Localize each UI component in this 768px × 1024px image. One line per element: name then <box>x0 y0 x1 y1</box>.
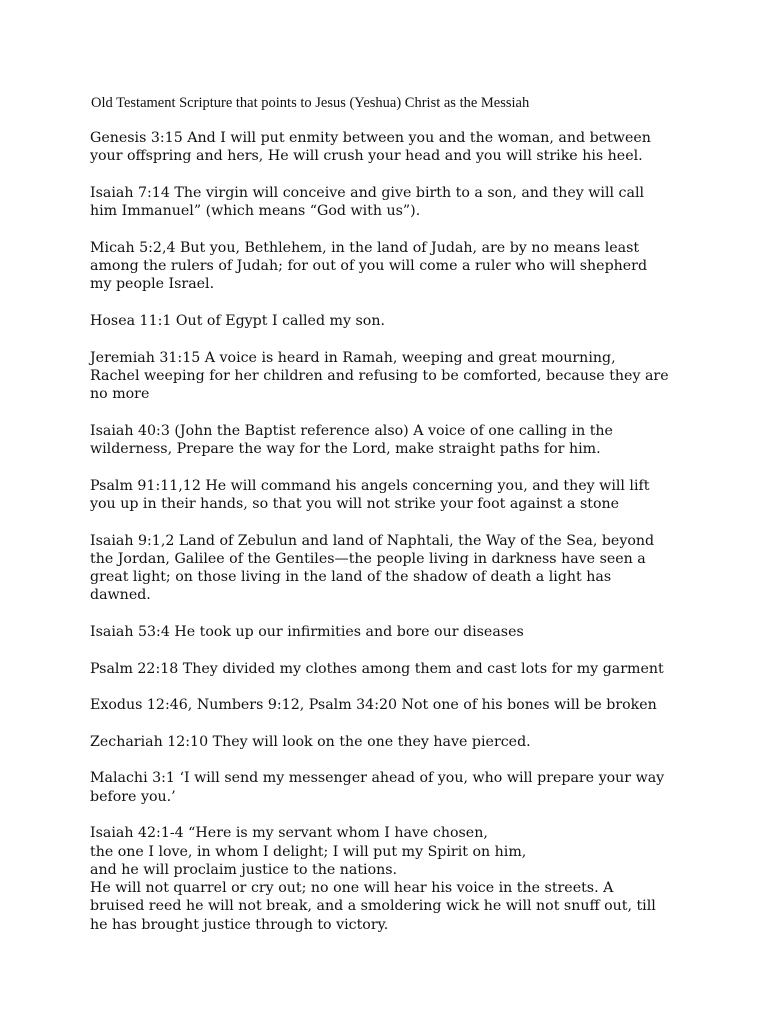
paragraph-malachi-3-1: Malachi 3:1 ‘I will send my messenger ahead of you, who will prepare your way before you.’ <box>90 770 665 805</box>
paragraph-psalm-91-11: Psalm 91:11,12 He will command his angels concerning you, and they will lift you up in their hands, so that you will not strike your foot against a stone <box>90 477 650 512</box>
paragraph-psalm-22-18: Psalm 22:18 They divided my clothes among them and cast lots for my garment <box>90 660 664 677</box>
paragraph-isaiah-9-1: Isaiah 9:1,2 Land of Zebulun and land of Naphtali, the Way of the Sea, beyond the Jordan, Galilee of the Gentiles—the people living in darkness have seen a great light; on those living in the land of the shadow of death a light has dawned. <box>90 532 655 604</box>
paragraph-isaiah-42-1: Isaiah 42:1-4 “Here is my servant whom I have chosen, the one I love, in whom I delight; I will put my Spirit on him, and he will proclaim justice to the nations. He will not quarrel or cry out; no one will hear his voice in the streets. A bruised reed he will not break, and a smoldering wick he will not snuff out, till he has brought justice through to victory. <box>90 825 656 933</box>
paragraph-genesis-3-15: Genesis 3:15 And I will put enmity between you and the woman, and between your offspring and hers, He will crush your head and you will strike his heel. <box>90 130 651 165</box>
paragraph-micah-5-2: Micah 5:2,4 But you, Bethlehem, in the land of Judah, are by no means least among the rulers of Judah; for out of you will come a ruler who will shepherd my people Israel. <box>90 239 648 293</box>
paragraph-hosea-11-1: Hosea 11:1 Out of Egypt I called my son. <box>90 312 385 329</box>
paragraph-isaiah-7-14: Isaiah 7:14 The virgin will conceive and give birth to a son, and they will call him Immanuel” (which means “God with us”). <box>90 184 645 220</box>
document-title: Old Testament Scripture that points to Jesus (Yeshua) Christ as the Messiah <box>91 95 530 111</box>
document-body <box>90 129 690 952</box>
paragraph-exodus-12-46: Exodus 12:46, Numbers 9:12, Psalm 34:20 Not one of his bones will be broken <box>90 697 657 714</box>
paragraph-isaiah-53-4: Isaiah 53:4 He took up our infirmities and bore our diseases <box>90 624 524 641</box>
paragraph-isaiah-40-3: Isaiah 40:3 (John the Baptist reference also) A voice of one calling in the wilderness, Prepare the way for the Lord, make straight paths for him. <box>90 422 613 458</box>
paragraph-zechariah-12-10: Zechariah 12:10 They will look on the one they have pierced. <box>90 733 531 750</box>
paragraph-jeremiah-31-15: Jeremiah 31:15 A voice is heard in Ramah, weeping and great mourning, Rachel weeping for her children and refusing to be comforted, because they are no more <box>90 349 669 403</box>
